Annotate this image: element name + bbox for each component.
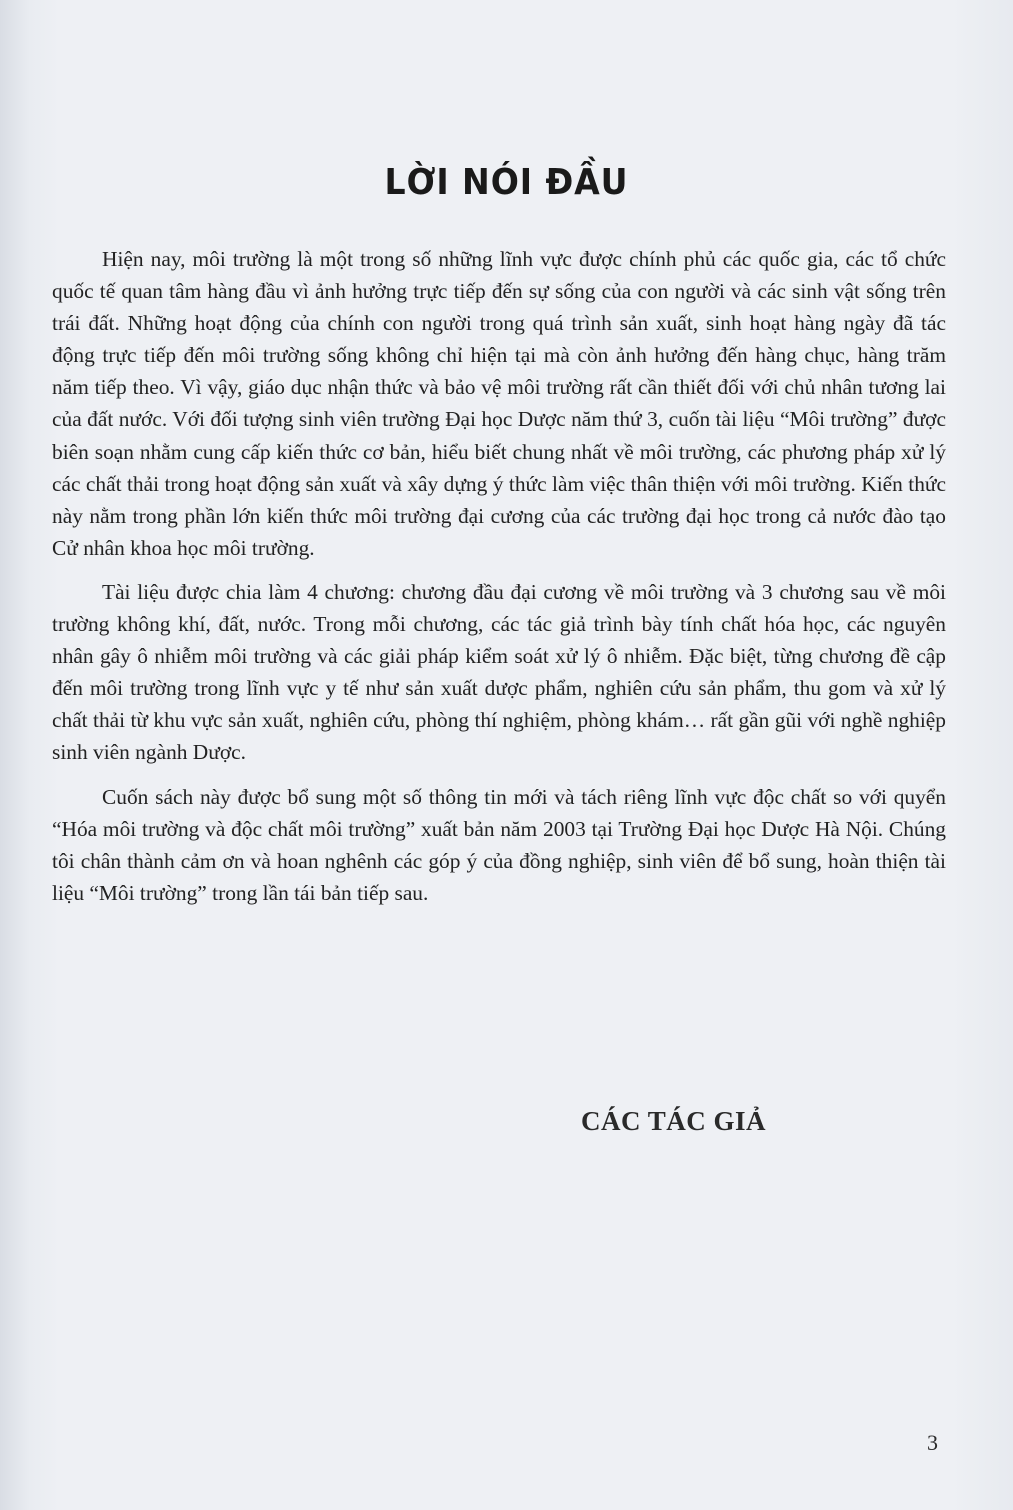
paragraph-3: Cuốn sách này được bổ sung một số thông tin mới và tách riêng lĩnh vực độc chất so với quyển “Hóa môi trường và độc chất môi trường” xuất bản năm 2003 tại Trường Đại học Dược Hà Nội. Chúng tôi chân thành cảm ơn và hoan nghênh các góp ý của đồng nghiệp, sinh viên để bổ sung, hoàn thiện tài liệu “Môi trường” trong lần tái bản tiếp sau.	[52, 784, 946, 905]
page-number: 3	[927, 1430, 938, 1455]
page-title: LỜI NÓI ĐẦU	[384, 162, 629, 203]
paragraph-1: Hiện nay, môi trường là một trong số những lĩnh vực được chính phủ các quốc gia, các tổ chức quốc tế quan tâm hàng đầu vì ảnh hưởng trực tiếp đến sự sống của con người và các sinh vật sống trên trái đất. Những hoạt động của chính con người trong quá trình sản xuất, sinh hoạt hàng ngày đã tác động trực tiếp đến môi trường sống không chỉ hiện tại mà còn ảnh hưởng đến hàng chục, hàng trăm năm tiếp theo. Vì vậy, giáo dục nhận thức và bảo vệ môi trường rất cần thiết đối với chủ nhân tương lai của đất nước. Với đối tượng sinh viên trường Đại học Dược năm thứ 3, cuốn tài liệu “Môi trường” được biên soạn nhằm cung cấp kiến thức cơ bản, hiểu biết chung nhất về môi trường, các phương pháp xử lý các chất thải trong hoạt động sản xuất và xây dựng ý thức làm việc thân thiện với môi trường. Kiến thức này nằm trong phần lớn kiến thức môi trường đại cương của các trường đại học trong cả nước đào tạo Cử nhân khoa học môi trường.	[52, 247, 946, 560]
body-text	[52, 243, 946, 909]
paragraph-2: Tài liệu được chia làm 4 chương: chương đầu đại cương về môi trường và 3 chương sau về môi trường không khí, đất, nước. Trong mỗi chương, các tác giả trình bày tính chất hóa học, các nguyên nhân gây ô nhiễm môi trường và các giải pháp kiểm soát xử lý ô nhiễm. Đặc biệt, từng chương đề cập đến môi trường trong lĩnh vực y tế như sản xuất dược phẩm, nghiên cứu sản phẩm, thu gom và xử lý chất thải từ khu vực sản xuất, nghiên cứu, phòng thí nghiệm, phòng khám… rất gần gũi với nghề nghiệp sinh viên ngành Dược.	[52, 579, 946, 765]
signature: CÁC TÁC GIẢ	[581, 1106, 767, 1136]
